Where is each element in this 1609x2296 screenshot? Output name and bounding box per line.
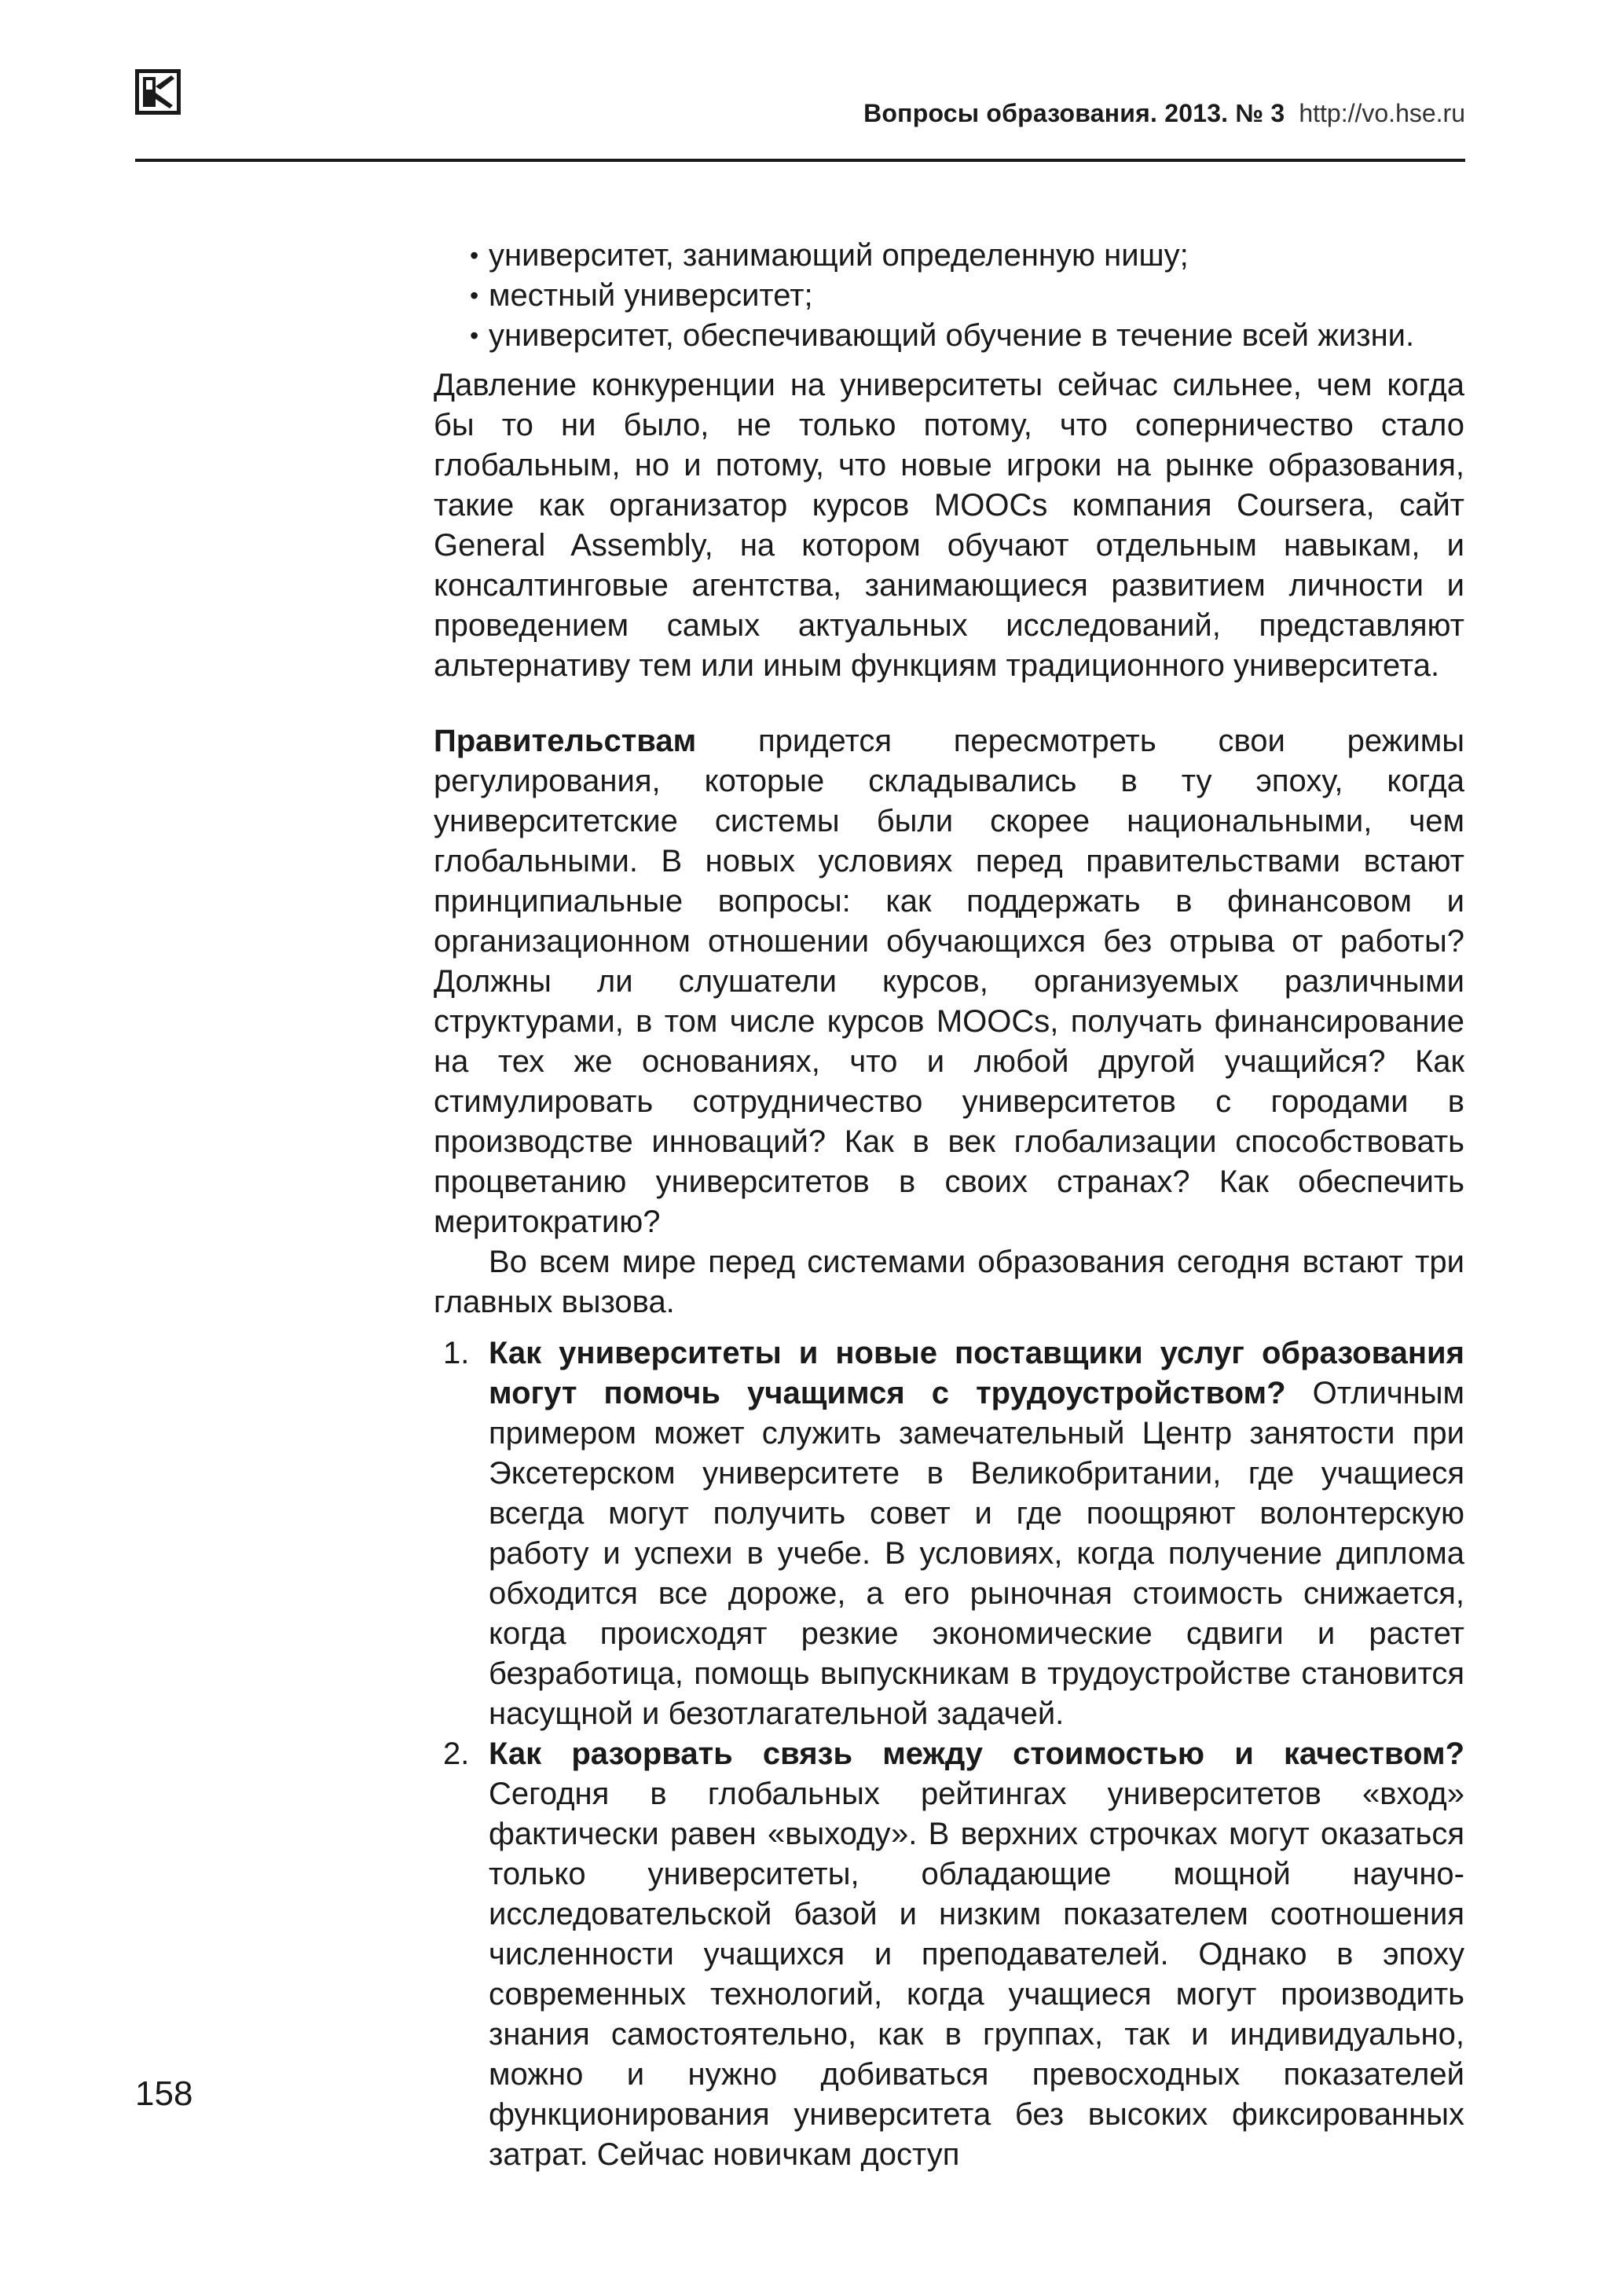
numbered-list [434, 1333, 1464, 2175]
journal-title: Вопросы образования. 2013. № 3 [863, 99, 1285, 127]
journal-url[interactable]: http://vo.hse.ru [1299, 99, 1465, 127]
list-item: • университет, обеспечивающий обучение в течение всей жизни. [470, 316, 1464, 356]
list-item [434, 1333, 1464, 1734]
paragraph-governments-text: придется пересмотреть свои режимы регулирования, которые складывались в ту эпоху, когда университетские системы были скорее национальными, чем глобальными. В новых условиях перед правительствами встают принципиальные вопросы: как поддержать в финансовом и организационном отношении обучающихся без отрыва от работы? Должны ли слушатели курсов, организуемых различными структурами, в том числе курсов MOOCs, получать финансирование на тех же основаниях, что и любой другой учащийся? Как стимулировать сотрудничество университетов с городами в производстве инноваций? Как в век глобализации способствовать процветанию университетов в своих странах? Как обеспечить меритократию? [434, 724, 1464, 1239]
bullet-list [470, 236, 1464, 356]
page-number: 158 [135, 2074, 193, 2113]
item-question: Как университеты и новые поставщики услуг образования могут помочь учащимся с трудоустройством? [489, 1336, 1464, 1410]
list-item: • местный университет; [470, 276, 1464, 316]
paragraph-competition: Давление конкуренции на университеты сейчас сильнее, чем когда бы то ни было, не только потому, что соперничество стало глобальным, но и потому, что новые игроки на рынке образования, такие как организатор курсов MOOCs компания Coursera, сайт General Assembly, на котором обучают отдельным навыкам, и консалтинговые агентства, занимающиеся развитием личности и проведением самых актуальных исследований, представляют альтернативу тем или иным функциям традиционного университета. [434, 368, 1464, 683]
running-header [135, 97, 1465, 160]
article-body [434, 236, 1464, 2175]
item-question: Как разорвать связь между стоимостью и качеством? [489, 1737, 1464, 1771]
header-rule [135, 159, 1465, 162]
list-item [434, 1734, 1464, 2175]
item-text: Отличным примером может служить замечательный Центр занятости при Эксетерском университете в Великобритании, где учащиеся всегда могут получить совет и где поощряют волонтерскую работу и успехи в учебе. В условиях, когда получение диплома обходится все дороже, а его рыночная стоимость снижается, когда происходят резкие экономические сдвиги и растет безработица, помощь выпускникам в трудоустройстве становится насущной и безотлагательной задачей. [489, 1376, 1465, 1731]
paragraph-governments [434, 721, 1464, 1242]
paragraph-lead-term: Правительствам [434, 724, 697, 758]
paragraph-challenges-intro: Во всем мире перед системами образования сегодня встают три главных вызова. [434, 1245, 1464, 1319]
item-text: Сегодня в глобальных рейтингах университетов «вход» фактически равен «выходу». В верхних строчках могут оказаться только университеты, обладающие мощной научно-исследовательской базой и низким показателем соотношения численности учащихся и преподавателей. Однако в эпоху современных технологий, когда учащиеся могут производить знания самостоятельно, как в группах, так и индивидуально, можно и нужно добиваться превосходных показателей функционирования университета без высоких фиксированных затрат. Сейчас новичкам доступ [489, 1777, 1464, 2172]
list-item: • университет, занимающий определенную нишу; [470, 236, 1464, 276]
item-number: 2. [443, 1737, 470, 1771]
item-number: 1. [443, 1336, 470, 1370]
